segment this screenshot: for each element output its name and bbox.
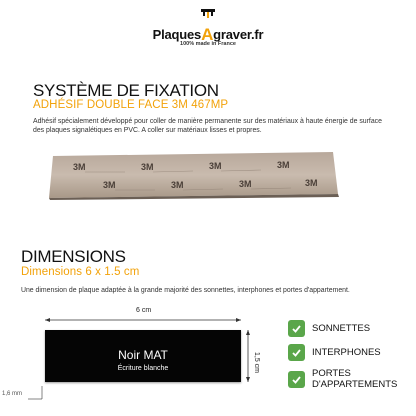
feature-label: SONNETTES bbox=[312, 323, 371, 334]
width-label: 6 cm bbox=[136, 307, 152, 314]
tape-print: 3M bbox=[171, 180, 184, 190]
check-icon bbox=[288, 320, 305, 337]
feature-portes-appartements bbox=[288, 368, 397, 390]
check-icon bbox=[288, 371, 305, 388]
dimensions-subtitle: Dimensions 6 x 1.5 cm bbox=[21, 266, 140, 278]
feature-label: PORTES D'APPARTEMENTS bbox=[312, 368, 398, 390]
feature-interphones bbox=[288, 344, 381, 361]
tape-print: 3M bbox=[209, 161, 222, 171]
fixation-description: Adhésif spécialement développé pour coller de manière permanente sur des matériaux à haute énergie de surface des plaques signalétiques en PVC. A coller sur matériaux lisses et propres. bbox=[33, 118, 382, 134]
tape-print: 3M bbox=[73, 162, 86, 172]
height-label: 1,5 cm bbox=[253, 352, 260, 374]
tape-print: 3M bbox=[277, 160, 290, 170]
brand-name: PlaquesAgraver.fr bbox=[152, 25, 264, 44]
tape-print: 3M bbox=[305, 178, 318, 188]
fixation-subtitle: ADHÉSIF DOUBLE FACE 3M 467MP bbox=[33, 99, 229, 111]
dimensions-title: DIMENSIONS bbox=[21, 247, 126, 266]
thickness-label: 1,6 mm bbox=[2, 391, 23, 397]
check-icon bbox=[288, 344, 305, 361]
feature-label: INTERPHONES bbox=[312, 347, 381, 358]
feature-sonnettes bbox=[288, 320, 370, 337]
brand-accent-letter: A bbox=[201, 25, 214, 44]
plaque-title: Noir MAT bbox=[118, 348, 168, 362]
tape-print: 3M bbox=[239, 179, 252, 189]
plaque-subtitle: Écriture blanche bbox=[117, 365, 169, 372]
tape-print: 3M bbox=[141, 162, 154, 172]
tape-print: 3M bbox=[103, 180, 116, 190]
plaque-preview bbox=[45, 330, 241, 382]
brand-tagline: 100% made in France bbox=[180, 41, 236, 47]
fixation-title: SYSTÈME DE FIXATION bbox=[33, 81, 219, 100]
dimensions-description: Une dimension de plaque adaptée à la grande majorité des sonnettes, interphones et portes d'appartement. bbox=[21, 287, 350, 294]
